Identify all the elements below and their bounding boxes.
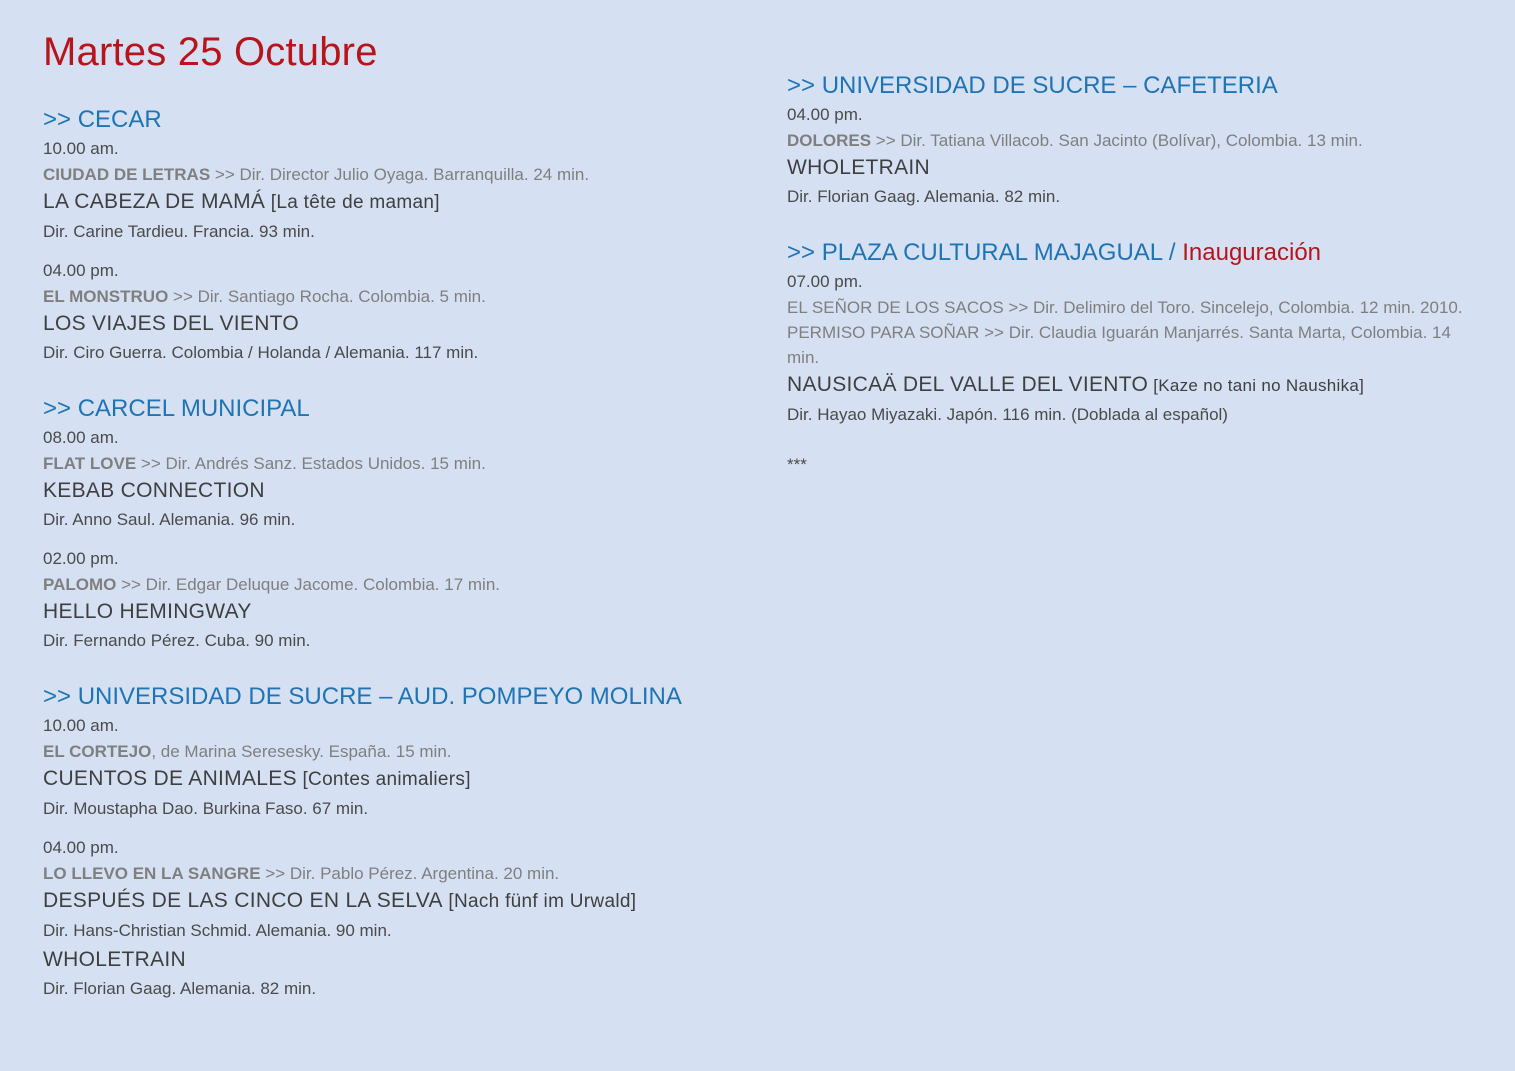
original-title: [Kaze no tani no Naushika] [1148, 376, 1365, 395]
short-film [43, 162, 743, 187]
short-film-title: PERMISO PARA SOÑAR [787, 323, 980, 342]
feature-credit: Dir. Ciro Guerra. Colombia / Holanda / Alemania. 117 min. [43, 343, 479, 362]
screening-slot [43, 713, 743, 823]
short-film-title: LO LLEVO EN LA SANGRE [43, 864, 261, 883]
short-film [787, 128, 1467, 153]
inauguration-label: Inauguración [1182, 239, 1322, 266]
venue-title [787, 237, 1467, 269]
page-title: Martes 25 Octubre [43, 30, 378, 74]
feature-credit: Dir. Hans-Christian Schmid. Alemania. 90 min. [43, 921, 392, 940]
screening-time: 07.00 pm. [787, 272, 863, 291]
venue-plaza-majagual [787, 237, 1467, 429]
short-film [43, 451, 743, 476]
feature-film [787, 153, 1467, 183]
end-marker: *** [787, 455, 807, 474]
left-column [43, 104, 743, 1029]
short-film [43, 284, 743, 309]
feature-film [43, 597, 743, 627]
venue-title: >> CARCEL MUNICIPAL [43, 395, 310, 422]
screening-slot [43, 835, 743, 1003]
short-film-info: >> Dir. Edgar Deluque Jacome. Colombia. 17 min. [116, 575, 500, 594]
feature-credit: Dir. Hayao Miyazaki. Japón. 116 min. (Doblada al español) [787, 405, 1228, 424]
feature-film [43, 309, 743, 339]
venue-title: >> CECAR [43, 106, 162, 133]
original-title: [Contes animaliers] [296, 769, 471, 790]
short-film-info: >> Dir. Pablo Pérez. Argentina. 20 min. [260, 864, 560, 883]
short-film-title: EL CORTEJO [43, 742, 152, 761]
feature-film-title: CUENTOS DE ANIMALES [43, 767, 297, 790]
feature-film [43, 764, 743, 795]
short-film [43, 572, 743, 597]
screening-time: 04.00 pm. [43, 838, 119, 857]
short-film-info: >> Dir. Delimiro del Toro. Sincelejo, Colombia. 12 min. 2010. [1003, 298, 1463, 317]
short-film-title: EL MONSTRUO [43, 287, 169, 306]
venue-carcel-municipal [43, 393, 743, 655]
screening-slot [787, 102, 1467, 211]
short-film [787, 295, 1467, 320]
venue-universidad-sucre-auditorio [43, 681, 743, 1003]
original-title: [Nach fünf im Urwald] [442, 891, 637, 912]
feature-film-title: KEBAB CONNECTION [43, 479, 265, 502]
feature-film [787, 370, 1467, 401]
screening-slot [787, 269, 1467, 429]
short-film-info: , de Marina Seresesky. España. 15 min. [151, 742, 452, 761]
short-film-info: >> Dir. Director Julio Oyaga. Barranquilla. 24 min. [210, 165, 590, 184]
venue-name: >> PLAZA CULTURAL MAJAGUAL / [787, 239, 1183, 266]
screening-time: 04.00 pm. [43, 261, 119, 280]
feature-film [43, 187, 743, 218]
feature-film-title: HELLO HEMINGWAY [43, 600, 252, 623]
short-film-info: >> Dir. Santiago Rocha. Colombia. 5 min. [168, 287, 486, 306]
feature-film-title: DESPUÉS DE LAS CINCO EN LA SELVA [43, 889, 443, 912]
screening-time: 08.00 am. [43, 428, 119, 447]
screening-slot [43, 425, 743, 534]
screening-time: 02.00 pm. [43, 549, 119, 568]
short-film-title: DOLORES [787, 131, 872, 150]
original-title: [La tête de maman] [265, 192, 440, 213]
venue-title: >> UNIVERSIDAD DE SUCRE – CAFETERIA [787, 72, 1278, 99]
feature-film-title: NAUSICAÄ DEL VALLE DEL VIENTO [787, 373, 1149, 396]
feature-film [43, 886, 743, 917]
short-film-title: CIUDAD DE LETRAS [43, 165, 211, 184]
short-film [43, 861, 743, 886]
short-film-title: FLAT LOVE [43, 454, 137, 473]
screening-time: 04.00 pm. [787, 105, 863, 124]
short-film-title: PALOMO [43, 575, 117, 594]
screening-slot [43, 136, 743, 246]
feature-film [43, 945, 743, 975]
feature-credit: Dir. Anno Saul. Alemania. 96 min. [43, 510, 296, 529]
screening-time: 10.00 am. [43, 716, 119, 735]
feature-film-title: LOS VIAJES DEL VIENTO [43, 312, 300, 335]
feature-credit: Dir. Florian Gaag. Alemania. 82 min. [787, 187, 1061, 206]
venue-universidad-sucre-cafeteria [787, 70, 1467, 211]
short-film-title: EL SEÑOR DE LOS SACOS [787, 298, 1004, 317]
short-film-info: >> Dir. Claudia Iguarán Manjarrés. Santa Marta, Colombia. 14 min. [787, 323, 1451, 367]
feature-credit: Dir. Fernando Pérez. Cuba. 90 min. [43, 631, 311, 650]
screening-slot [43, 258, 743, 367]
feature-film [43, 476, 743, 506]
feature-film-title: LA CABEZA DE MAMÁ [43, 190, 266, 213]
short-film [43, 739, 743, 764]
short-film [787, 320, 1467, 370]
feature-credit: Dir. Florian Gaag. Alemania. 82 min. [43, 979, 317, 998]
short-film-info: >> Dir. Andrés Sanz. Estados Unidos. 15 min. [136, 454, 486, 473]
venue-title: >> UNIVERSIDAD DE SUCRE – AUD. POMPEYO MOLINA [43, 683, 682, 710]
venue-cecar [43, 104, 743, 367]
screening-slot [43, 546, 743, 655]
screening-time: 10.00 am. [43, 139, 119, 158]
right-column [787, 70, 1467, 475]
feature-film-title: WHOLETRAIN [787, 156, 931, 179]
feature-credit: Dir. Carine Tardieu. Francia. 93 min. [43, 222, 315, 241]
short-film-info: >> Dir. Tatiana Villacob. San Jacinto (Bolívar), Colombia. 13 min. [871, 131, 1363, 150]
feature-credit: Dir. Moustapha Dao. Burkina Faso. 67 min. [43, 799, 369, 818]
feature-film-title: WHOLETRAIN [43, 948, 187, 971]
